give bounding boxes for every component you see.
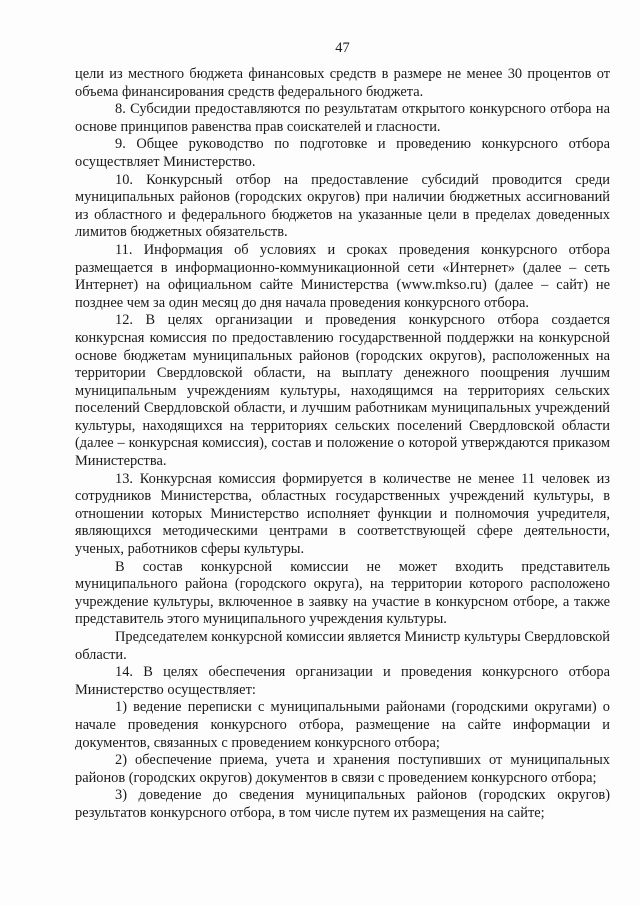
paragraph-continuation: цели из местного бюджета финансовых средств в размере не менее 30 процентов от объема финансирования средств федерального бюджета. <box>75 66 610 100</box>
paragraph-8: 8. Субсидии предоставляются по результатам открытого конкурсного отбора на основе принципов равенства прав соискателей и гласности. <box>75 101 610 135</box>
paragraph-14: 14. В целях обеспечения организации и проведения конкурсного отбора Министерство осуществляет: <box>75 664 610 698</box>
list-item-2: 2) обеспечение приема, учета и хранения поступивших от муниципальных районов (городских округов) документов в связи с проведением конкурсного отбора; <box>75 752 610 786</box>
document-body <box>75 66 610 823</box>
paragraph-10: 10. Конкурсный отбор на предоставление субсидий проводится среди муниципальных районов (городских округов) при наличии бюджетных ассигнований из областного и федерального бюджетов на указанные цели в пределах доведенных лимитов бюджетных обязательств. <box>75 171 610 241</box>
paragraph-13-commission-composition: В состав конкурсной комиссии не может входить представитель муниципального района (городского округа), на территории которого расположено учреждение культуры, включенное в заявку на участие в конкурсном отборе, а также представитель этого муниципального учреждения культуры. <box>75 558 610 628</box>
page-number: 47 <box>335 40 350 56</box>
paragraph-11: 11. Информация об условиях и сроках проведения конкурсного отбора размещается в информационно-коммуникационной сети «Интернет» (далее – сеть Интернет) на официальном сайте Министерства (www.mkso.ru) (далее – сайт) не позднее чем за один месяц до дня начала проведения конкурсного отбора. <box>75 241 610 311</box>
paragraph-13-chairman: Председателем конкурсной комиссии является Министр культуры Свердловской области. <box>75 629 610 663</box>
list-item-1: 1) ведение переписки с муниципальными районами (городскими округами) о начале проведения конкурсного отбора, размещение на сайте информации и документов, связанных с проведением конкурсного отбора; <box>75 699 610 751</box>
paragraph-9: 9. Общее руководство по подготовке и проведению конкурсного отбора осуществляет Министерство. <box>75 136 610 170</box>
list-item-3: 3) доведение до сведения муниципальных районов (городских округов) результатов конкурсного отбора, в том числе путем их размещения на сайте; <box>75 787 610 821</box>
paragraph-12: 12. В целях организации и проведения конкурсного отбора создается конкурсная комиссия по предоставлению государственной поддержки на конкурсной основе бюджетам муниципальных районов (городских округов), расположенных на территории Свердловской области, на выплату денежного поощрения лучшим муниципальным учреждениям культуры, находящимся на территориях сельских поселений Свердловской области, и лучшим работникам муниципальных учреждений культуры, находящихся на территориях сельских поселений Свердловской области (далее – конкурсная комиссия), состав и положение о которой утверждаются приказом Министерства. <box>75 312 610 470</box>
paragraph-13: 13. Конкурсная комиссия формируется в количестве не менее 11 человек из сотрудников Министерства, областных государственных учреждений культуры, в отношении которых Министерство исполняет функции и полномочия учредителя, являющихся методическими центрами в соответствующей сфере деятельности, ученых, работников сферы культуры. <box>75 470 610 558</box>
